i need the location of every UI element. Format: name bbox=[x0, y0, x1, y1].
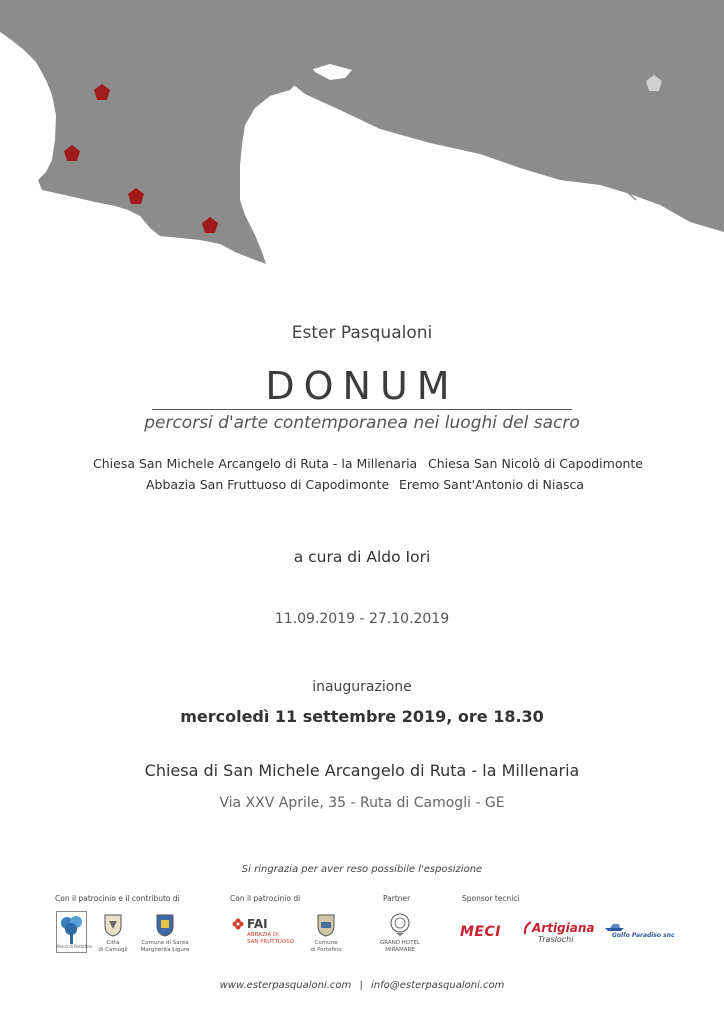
website-link[interactable]: www.esterpasqualoni.com bbox=[219, 980, 352, 991]
exhibition-subtitle: percorsi d'arte contemporanea nei luoghi del sacro bbox=[144, 413, 580, 433]
footer-separator: | bbox=[359, 980, 363, 991]
thanks-note: Si ringrazia per aver reso possibile l'esposizione bbox=[241, 864, 483, 875]
santa-margherita-caption-1: Comune di Santa bbox=[141, 940, 189, 946]
venue-1: Chiesa San Michele Arcangelo di Ruta - la Millenaria bbox=[93, 456, 418, 471]
santa-margherita-crest-icon bbox=[155, 913, 175, 937]
camogli-caption-2: di Camogli bbox=[98, 947, 128, 953]
grand-hotel-caption-1: GRAND HOTEL bbox=[379, 940, 421, 946]
exhibition-title: DONUM bbox=[265, 364, 459, 408]
partner-label: Partner bbox=[383, 894, 411, 903]
map-illustration bbox=[0, 0, 724, 270]
artist-name: Ester Pasqualoni bbox=[291, 323, 433, 343]
fai-flower-icon bbox=[232, 918, 244, 930]
inauguration-datetime: mercoledì 11 settembre 2019, ore 18.30 bbox=[180, 707, 544, 726]
camogli-caption-1: Città bbox=[106, 940, 120, 946]
venue-4: Eremo Sant'Antonio di Niasca bbox=[399, 477, 585, 492]
portofino-caption-2: di Portofino bbox=[310, 947, 342, 953]
patronage-label: Con il patrocinio di bbox=[230, 894, 301, 903]
tech-sponsors-label: Sponsor tecnici bbox=[462, 894, 520, 903]
fai-name: FAI bbox=[247, 917, 268, 931]
grand-hotel-caption-2: MIRAMARE bbox=[385, 947, 415, 953]
artigiana-subtitle: Traslochi bbox=[538, 935, 574, 944]
patronage-contribution-label: Con il patrocinio e il contributo di bbox=[55, 894, 180, 903]
santa-margherita-caption-2: Margherita Ligure bbox=[140, 947, 190, 953]
artigiana-logo: Artigiana bbox=[532, 921, 595, 935]
curator: a cura di Aldo Iori bbox=[293, 548, 431, 566]
fai-caption-1: ABBAZIA DI bbox=[247, 932, 279, 938]
map-land-left bbox=[0, 0, 724, 264]
grand-hotel-crest-icon bbox=[389, 911, 411, 937]
email-link[interactable]: info@esterpasqualoni.com bbox=[371, 980, 505, 991]
fai-caption-2: SAN FRUTTUOSO bbox=[247, 939, 295, 945]
inauguration-label: inaugurazione bbox=[312, 679, 412, 695]
parco-portofino-logo bbox=[56, 911, 92, 953]
venue-2: Chiesa San Nicolò di Capodimonte bbox=[428, 456, 643, 471]
meci-logo: MECI bbox=[460, 924, 501, 940]
venue-3: Abbazia San Fruttuoso di Capodimonte bbox=[146, 477, 390, 492]
inauguration-address: Via XXV Aprile, 35 - Ruta di Camogli - GE bbox=[219, 795, 505, 811]
footer-contacts bbox=[0, 980, 724, 991]
golfo-paradiso-logo: Golfo Paradiso snc bbox=[612, 932, 675, 939]
parco-caption: Parco di Portofino bbox=[57, 944, 92, 949]
title-underline bbox=[152, 409, 572, 410]
inauguration-location: Chiesa di San Michele Arcangelo di Ruta - la Millenaria bbox=[144, 761, 580, 780]
boat-icon bbox=[604, 922, 626, 932]
exhibition-dates: 11.09.2019 - 27.10.2019 bbox=[274, 611, 450, 627]
portofino-caption-1: Comune bbox=[314, 940, 338, 946]
tree-icon bbox=[57, 912, 86, 946]
camogli-crest-icon bbox=[103, 913, 123, 937]
portofino-crest-icon bbox=[316, 913, 336, 937]
